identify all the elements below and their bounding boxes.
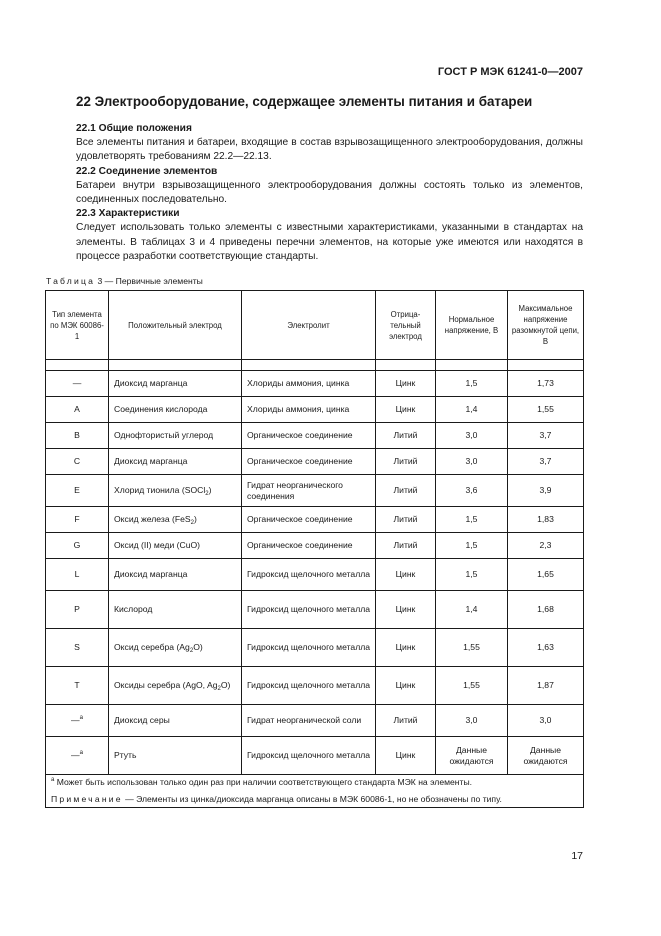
table-row <box>46 629 584 667</box>
table-row <box>46 507 584 533</box>
cell-nominal: 1,5 <box>436 371 508 397</box>
col-header-type: Тип элемента по МЭК 60086-1 <box>46 291 109 360</box>
cell-type <box>46 591 109 629</box>
col-header-max: Максимальное напряжение разомкнутой цепи, В <box>508 291 584 360</box>
cell-type <box>46 667 109 705</box>
cell-max: 3,9 <box>508 475 584 507</box>
table-row <box>46 705 584 737</box>
col-header-positive: Положительный электрод <box>109 291 242 360</box>
cell-max: 3,7 <box>508 449 584 475</box>
cell-nominal: 3,0 <box>436 705 508 737</box>
cell-electrolyte: Органическое соединение <box>242 449 376 475</box>
cell-electrolyte: Органическое соединение <box>242 507 376 533</box>
footnote-text: Может быть использован только один раз при наличии соответствующего стандарта МЭК на элементы. <box>54 777 473 787</box>
cell-type-text: L <box>74 569 80 579</box>
cell-electrolyte: Хлориды аммония, цинка <box>242 371 376 397</box>
cell-type <box>46 629 109 667</box>
table-caption-title: 3 — Первичные элементы <box>95 276 203 286</box>
col-header-nominal: Нормальное напряжение, В <box>436 291 508 360</box>
cell-type <box>46 475 109 507</box>
cell-electrolyte: Гидроксид щелочного металла <box>242 591 376 629</box>
col-header-electrolyte: Электролит <box>242 291 376 360</box>
cell-electrolyte: Органическое соединение <box>242 423 376 449</box>
cell-type-text: A <box>74 404 80 414</box>
cell-type-text: P <box>74 604 80 614</box>
subsection-characteristics-text: Следует использовать только элементы с известными характеристиками, указанными в стандартах на элементы. В таблицах 3 и 4 приведены перечни элементов, на которые уже имеются или находятся в процессе разработки соответствующие стандарты. <box>76 222 583 262</box>
cell-max: 1,55 <box>508 397 584 423</box>
cell-electrolyte: Органическое соединение <box>242 533 376 559</box>
table-row <box>46 667 584 705</box>
cell-max: 1,73 <box>508 371 584 397</box>
cell-negative: Литий <box>376 423 436 449</box>
cell-negative: Цинк <box>376 737 436 775</box>
cell-type <box>46 397 109 423</box>
footnote-mark: а <box>51 777 55 784</box>
cell-type <box>46 737 109 775</box>
cell-type-text: S <box>74 642 80 652</box>
cell-negative: Цинк <box>376 667 436 705</box>
table-row <box>46 475 584 507</box>
note-label: Примечание <box>51 794 123 804</box>
cell-negative: Цинк <box>376 397 436 423</box>
cell-nominal: 3,0 <box>436 423 508 449</box>
cell-max: 3,0 <box>508 705 584 737</box>
cell-positive: Оксид железа (FeS$_2$) <box>109 507 242 533</box>
table-row <box>46 591 584 629</box>
cell-type-footnote-mark: а <box>79 715 83 722</box>
cell-nominal: 3,6 <box>436 475 508 507</box>
cell-nominal: 1,55 <box>436 667 508 705</box>
cell-nominal: 1,5 <box>436 533 508 559</box>
cell-positive: Оксиды серебра (AgO, $Ag_2O$) <box>109 667 242 705</box>
note-text: — Элементы из цинка/диоксида марганца описаны в МЭК 60086-1, но не обозначены по типу. <box>122 794 502 804</box>
cell-positive: Оксид серебра $(Ag_2O)$ <box>109 629 242 667</box>
cell-positive: Однофтористый углерод <box>109 423 242 449</box>
cell-positive: Диоксид серы <box>109 705 242 737</box>
cell-type-text: T <box>74 680 80 690</box>
table-row <box>46 559 584 591</box>
cell-negative: Цинк <box>376 559 436 591</box>
cell-type <box>46 507 109 533</box>
subsection-general-text: Все элементы питания и батареи, входящие в состав взрывозащищенного электрооборудования, должны удовлетворять требованиям 22.2—22.13. <box>76 137 583 163</box>
cell-electrolyte: Гидрат неорганической соли <box>242 705 376 737</box>
cell-nominal: Данные ожидаются <box>436 737 508 775</box>
table-row <box>46 423 584 449</box>
cell-electrolyte: Гидроксид щелочного металла <box>242 629 376 667</box>
cell-positive: Диоксид марганца <box>109 449 242 475</box>
cell-electrolyte: Гидроксид щелочного металла <box>242 559 376 591</box>
subsection-characteristics-heading: 22.3 Характеристики <box>76 208 180 220</box>
table-row <box>46 737 584 775</box>
cell-type-text: E <box>74 485 80 495</box>
cell-positive: Оксид (II) меди (CuO) <box>109 533 242 559</box>
cell-type <box>46 449 109 475</box>
table-caption-label: Таблица <box>46 276 96 286</box>
cell-electrolyte: Гидрат неорганического соединения <box>242 475 376 507</box>
primary-cells-table <box>45 290 584 808</box>
cell-type <box>46 533 109 559</box>
cell-type-text: — <box>71 750 80 760</box>
cell-electrolyte: Гидроксид щелочного металла <box>242 667 376 705</box>
document-standard-code: ГОСТ Р МЭК 61241-0—2007 <box>437 66 583 78</box>
cell-type-text: G <box>73 540 81 550</box>
cell-type-text: B <box>74 430 80 440</box>
cell-nominal: 1,4 <box>436 591 508 629</box>
table-spacer-row <box>46 360 584 371</box>
cell-max: 3,7 <box>508 423 584 449</box>
cell-max: 2,3 <box>508 533 584 559</box>
cell-negative: Литий <box>376 533 436 559</box>
table-header-row <box>46 291 584 360</box>
cell-negative: Цинк <box>376 371 436 397</box>
col-header-negative: Отрица-тельный электрод <box>376 291 436 360</box>
cell-nominal: 1,4 <box>436 397 508 423</box>
cell-nominal: 1,5 <box>436 507 508 533</box>
table-row <box>46 449 584 475</box>
cell-nominal: 3,0 <box>436 449 508 475</box>
cell-type-footnote-mark: а <box>79 750 83 757</box>
page-number: 17 <box>571 850 583 862</box>
cell-positive: Хлорид тионила (SOCl$_2$) <box>109 475 242 507</box>
cell-negative: Литий <box>376 705 436 737</box>
cell-positive: Ртуть <box>109 737 242 775</box>
subsection-connection-heading: 22.2 Соединение элементов <box>76 165 218 177</box>
cell-max: 1,83 <box>508 507 584 533</box>
cell-max: 1,65 <box>508 559 584 591</box>
cell-negative: Цинк <box>376 591 436 629</box>
cell-max: 1,68 <box>508 591 584 629</box>
cell-type-text: C <box>73 456 81 466</box>
cell-type <box>46 371 109 397</box>
cell-positive: Диоксид марганца <box>109 371 242 397</box>
subsection-general-heading: 22.1 Общие положения <box>76 123 192 134</box>
cell-negative: Цинк <box>376 629 436 667</box>
cell-type <box>46 705 109 737</box>
cell-type-text: F <box>74 514 80 524</box>
cell-electrolyte: Хлориды аммония, цинка <box>242 397 376 423</box>
table-caption <box>46 276 203 286</box>
cell-type-text: — <box>71 715 80 725</box>
cell-positive: Диоксид марганца <box>109 559 242 591</box>
cell-max: Данные ожидаются <box>508 737 584 775</box>
cell-type-text: — <box>72 378 82 388</box>
table-row <box>46 371 584 397</box>
subsection-general <box>76 122 583 264</box>
cell-negative: Литий <box>376 475 436 507</box>
section-title: 22 Электрооборудование, содержащее элементы питания и батареи <box>76 94 533 109</box>
cell-nominal: 1,5 <box>436 559 508 591</box>
table-footnote-row <box>46 775 584 808</box>
cell-negative: Литий <box>376 449 436 475</box>
cell-positive: Кислород <box>109 591 242 629</box>
table-note <box>51 794 578 805</box>
table-row <box>46 533 584 559</box>
cell-type <box>46 423 109 449</box>
table-row <box>46 397 584 423</box>
cell-positive: Соединения кислорода <box>109 397 242 423</box>
table-notes-cell <box>46 775 584 808</box>
table-footnote <box>51 777 578 788</box>
cell-type <box>46 559 109 591</box>
cell-electrolyte: Гидроксид щелочного металла <box>242 737 376 775</box>
subsection-connection-text: Батареи внутри взрывозащищенного электрооборудования должны состоять только из элементов, соединенных последовательно. <box>76 179 583 206</box>
cell-negative: Литий <box>376 507 436 533</box>
cell-max: 1,87 <box>508 667 584 705</box>
cell-nominal: 1,55 <box>436 629 508 667</box>
cell-max: 1,63 <box>508 629 584 667</box>
